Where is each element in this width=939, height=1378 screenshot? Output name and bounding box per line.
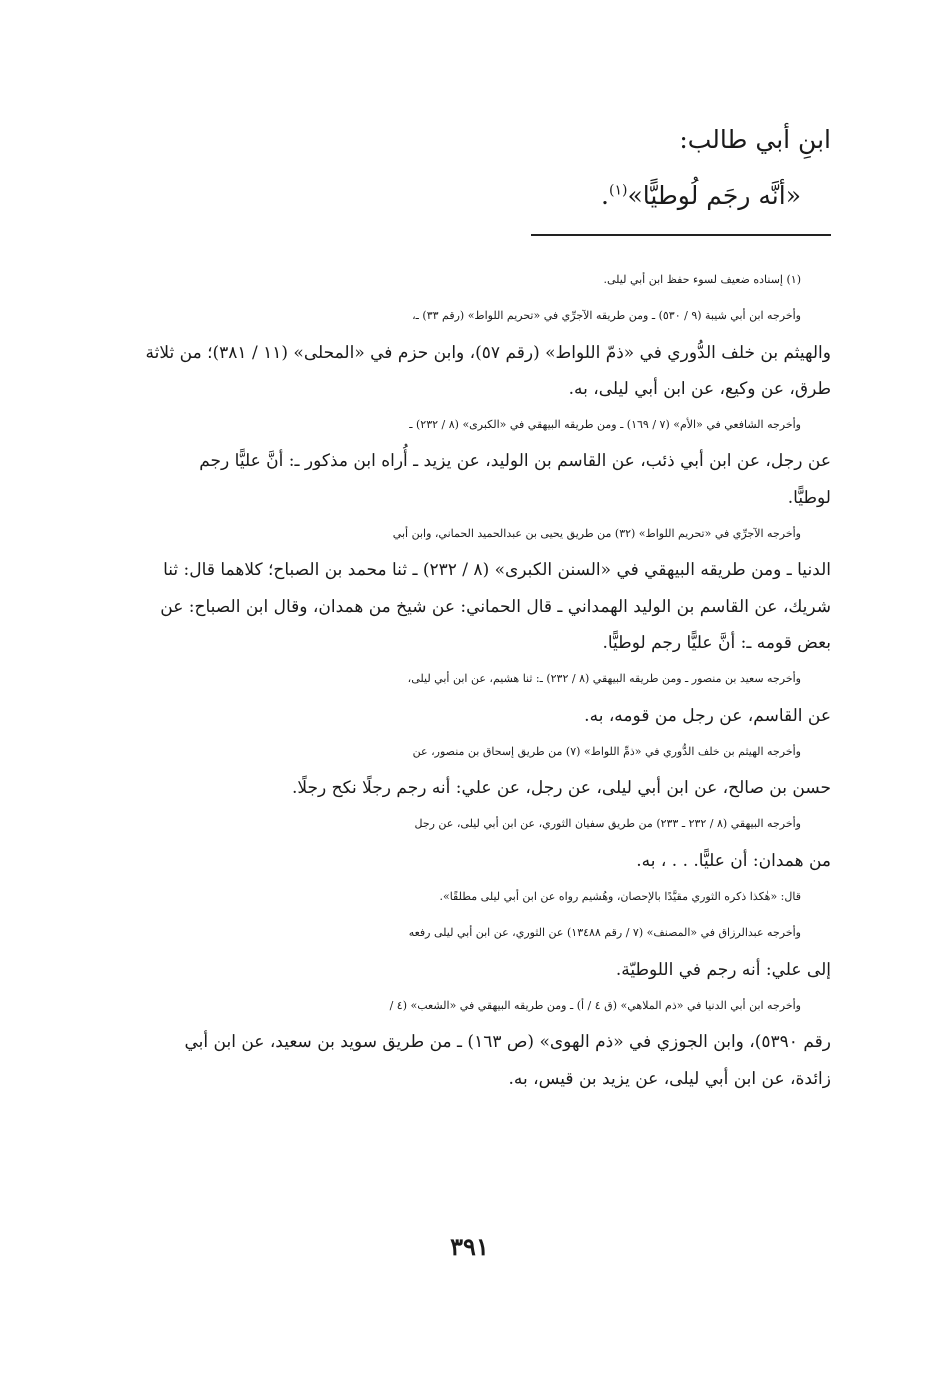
footnote-line: وأخرجه سعيد بن منصور ـ ومن طريقه البيهقي (٨ / ٢٣٢) ـ: ثنا هشيم، عن ابن أبي ليلى، [407, 672, 801, 686]
footnote-paragraph [101, 516, 831, 661]
footnote-line: عن رجل، عن ابن أبي ذئب، عن القاسم بن الوليد، عن يزيد ـ أُراه ابن مذكور ـ: أنَّ عليًّا رجم [199, 451, 831, 472]
footnote-line: حسن بن صالح، عن ابن أبي ليلى، عن رجل، عن علي: أنه رجم رجلًا نكح رجلًا. [291, 778, 831, 799]
footnote-line: الدنيا ـ ومن طريقه البيهقي في «السنن الكبرى» (٨ / ٢٣٢) ـ ثنا محمد بن الصباح؛ كلاهما قال: ثنا [163, 560, 831, 581]
footnote-line: وأخرجه الشافعي في «الأم» (٧ / ١٦٩) ـ ومن طريقه البيهقي في «الكبرى» (٨ / ٢٣٢) ـ [409, 418, 801, 432]
footnote-paragraph [101, 879, 831, 915]
footnote-paragraph [101, 262, 831, 298]
footnote-line: وأخرجه الآجرِّي في «تحريم اللواط» (٣٢) من طريق يحيى بن عبدالحميد الحماني، وابن أبي [392, 527, 801, 541]
footnote-line: قال: «هٰكذا ذكره الثوري مقيَّدًا بالإحصان، وهُشيم رواه عن ابن أبي ليلى مطلقًا». [439, 890, 801, 904]
quoted-hadith: «أنَّه رجَم لُوطيًّا» [627, 181, 801, 210]
footnote-paragraph [101, 806, 831, 879]
footnote-line: عن القاسم، عن رجل من قومه، به. [584, 705, 831, 726]
footnote-paragraph [101, 915, 831, 988]
footnote-paragraph [101, 407, 831, 516]
sentence-end: . [601, 181, 609, 210]
footnote-line: شريك، عن القاسم بن الوليد الهمداني ـ قال الحماني: عن شيخ من همدان، وقال ابن الصباح: عن [160, 596, 831, 617]
main-text [211, 112, 831, 224]
footnote-paragraph [101, 734, 831, 807]
footnote-line: (١) إسناده ضعيف لسوء حفظ ابن أبي ليلى. [603, 273, 801, 286]
footnote-line: والهيثم بن خلف الدُّوري في «ذمّ اللواط» (رقم ٥٧)، وابن حزم في «المحلى» (١١ / ٣٨١)؛ من ثلاثة [145, 342, 831, 363]
footnote-line: طرق، عن وكيع، عن ابن أبي ليلى، به. [568, 378, 831, 399]
footnote-line: وأخرجه البيهقي (٨ / ٢٣٢ ـ ٢٣٣) من طريق سفيان الثوري، عن ابن أبي ليلى، عن رجل [414, 817, 801, 831]
footnote-paragraph [101, 661, 831, 734]
footnotes-block [101, 262, 831, 1097]
footnote-line: وأخرجه ابن أبي الدنيا في «ذم الملاهي» (ق ٤ / أ) ـ ومن طريقه البيهقي في «الشعب» (٤ / [389, 998, 801, 1012]
footnote-line: وأخرجه الهيثم بن خلف الدُّوري في «ذمِّ اللواط» (٧) من طريق إسحاق بن منصور، عن [412, 744, 801, 758]
footnote-line: من همدان: أن عليًّا. . . ، به. [636, 850, 831, 871]
footnote-line: زائدة، عن ابن أبي ليلى، عن يزيد بن قيس، به. [508, 1068, 831, 1089]
footnote-separator-rule [531, 234, 831, 236]
footnote-line: وأخرجه عبدالرزاق في «المصنف» (٧ / رقم ١٣٤٨٨) عن الثوري، عن ابن أبي ليلى رفعه [408, 926, 801, 940]
main-text-line-1: ابنِ أبي طالب: [679, 125, 831, 154]
footnote-line: وأخرجه ابن أبي شيبة (٩ / ٥٣٠) ـ ومن طريقه الآجرِّي في «تحريم اللواط» (رقم ٣٣) ـ، [412, 309, 801, 323]
footnote-paragraph [101, 988, 831, 1097]
footnote-line: رقم ٥٣٩٠)، وابن الجوزي في «ذم الهوى» (ص ١٦٣) ـ من طريق سويد بن سعيد، عن ابن أبي [184, 1032, 831, 1053]
page-number: ٣٩١ [450, 1232, 489, 1261]
footnote-line: بعض قومه ـ: أنَّ عليًّا رجم لوطيًّا. [602, 632, 831, 653]
footnote-line: لوطيًّا. [787, 487, 831, 508]
footnote-ref-marker: (١) [608, 182, 628, 199]
footnote-paragraph [101, 298, 831, 407]
main-text-line-2 [211, 168, 831, 224]
footnote-line: إلى علي: أنه رجم في اللوطيّة. [615, 959, 831, 980]
